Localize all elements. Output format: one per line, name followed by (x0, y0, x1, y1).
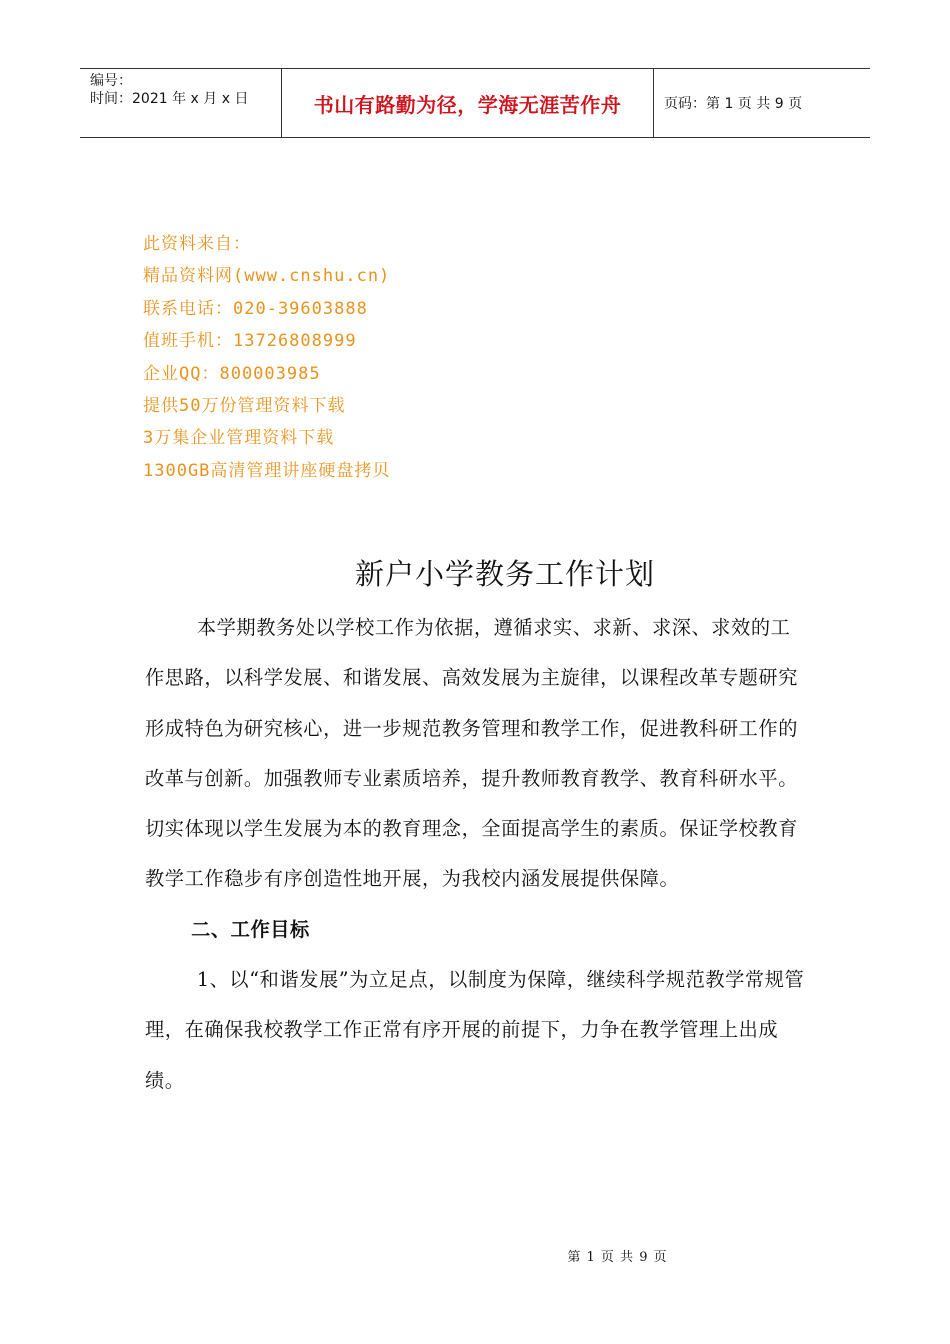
promo-line: 此资料来自： (143, 234, 251, 254)
promo-block (143, 228, 390, 487)
date-label: 时间：2021 年 x 月 x 日 (90, 91, 249, 107)
motto-text: 书山有路勤为径，学海无涯苦作舟 (313, 92, 622, 117)
page-label: 页码：第 1 页 共 9 页 (664, 96, 803, 112)
header-table (80, 68, 870, 138)
header-motto-cell (282, 69, 654, 137)
promo-line: 1300GB高清管理讲座硬盘拷贝 (143, 460, 391, 481)
promo-line: 精品资料网(www.cnshu.cn) (143, 266, 391, 287)
section-heading: 二、工作目标 (191, 917, 310, 941)
goal-item-1: 1、以“和谐发展”为立足点，以制度为保障，继续科学规范教学常规管理，在确保我校教学工作正常有序开展的前提下，力争在教学管理上出成绩。 (145, 968, 805, 1092)
promo-line: 3万集企业管理资料下载 (143, 428, 335, 449)
promo-line: 值班手机：13726808999 (143, 331, 357, 352)
page-footer: 第 1 页 共 9 页 (567, 1250, 668, 1265)
intro-paragraph: 本学期教务处以学校工作为依据，遵循求实、求新、求深、求效的工作思路，以科学发展、和谐发展、高效发展为主旋律，以课程改革专题研究形成特色为研究核心，进一步规范教务管理和教学工作，促进教科研工作的改革与创新。加强教师专业素质培养，提升教师教育教学、教育科研水平。切实体现以学生发展为本的教育理念，全面提高学生的素质。保证学校教育教学工作稳步有序创造性地开展，为我校内涵发展提供保障。 (145, 616, 798, 891)
header-info-cell (80, 69, 282, 137)
header-page-cell (654, 69, 870, 137)
document-body (145, 603, 805, 1106)
promo-line: 联系电话：020-39603888 (143, 298, 368, 319)
promo-line: 企业QQ：800003985 (143, 363, 321, 384)
document-title: 新户小学教务工作计划 (354, 557, 655, 591)
promo-line: 提供50万份管理资料下载 (143, 396, 346, 417)
number-label: 编号： (90, 73, 132, 89)
